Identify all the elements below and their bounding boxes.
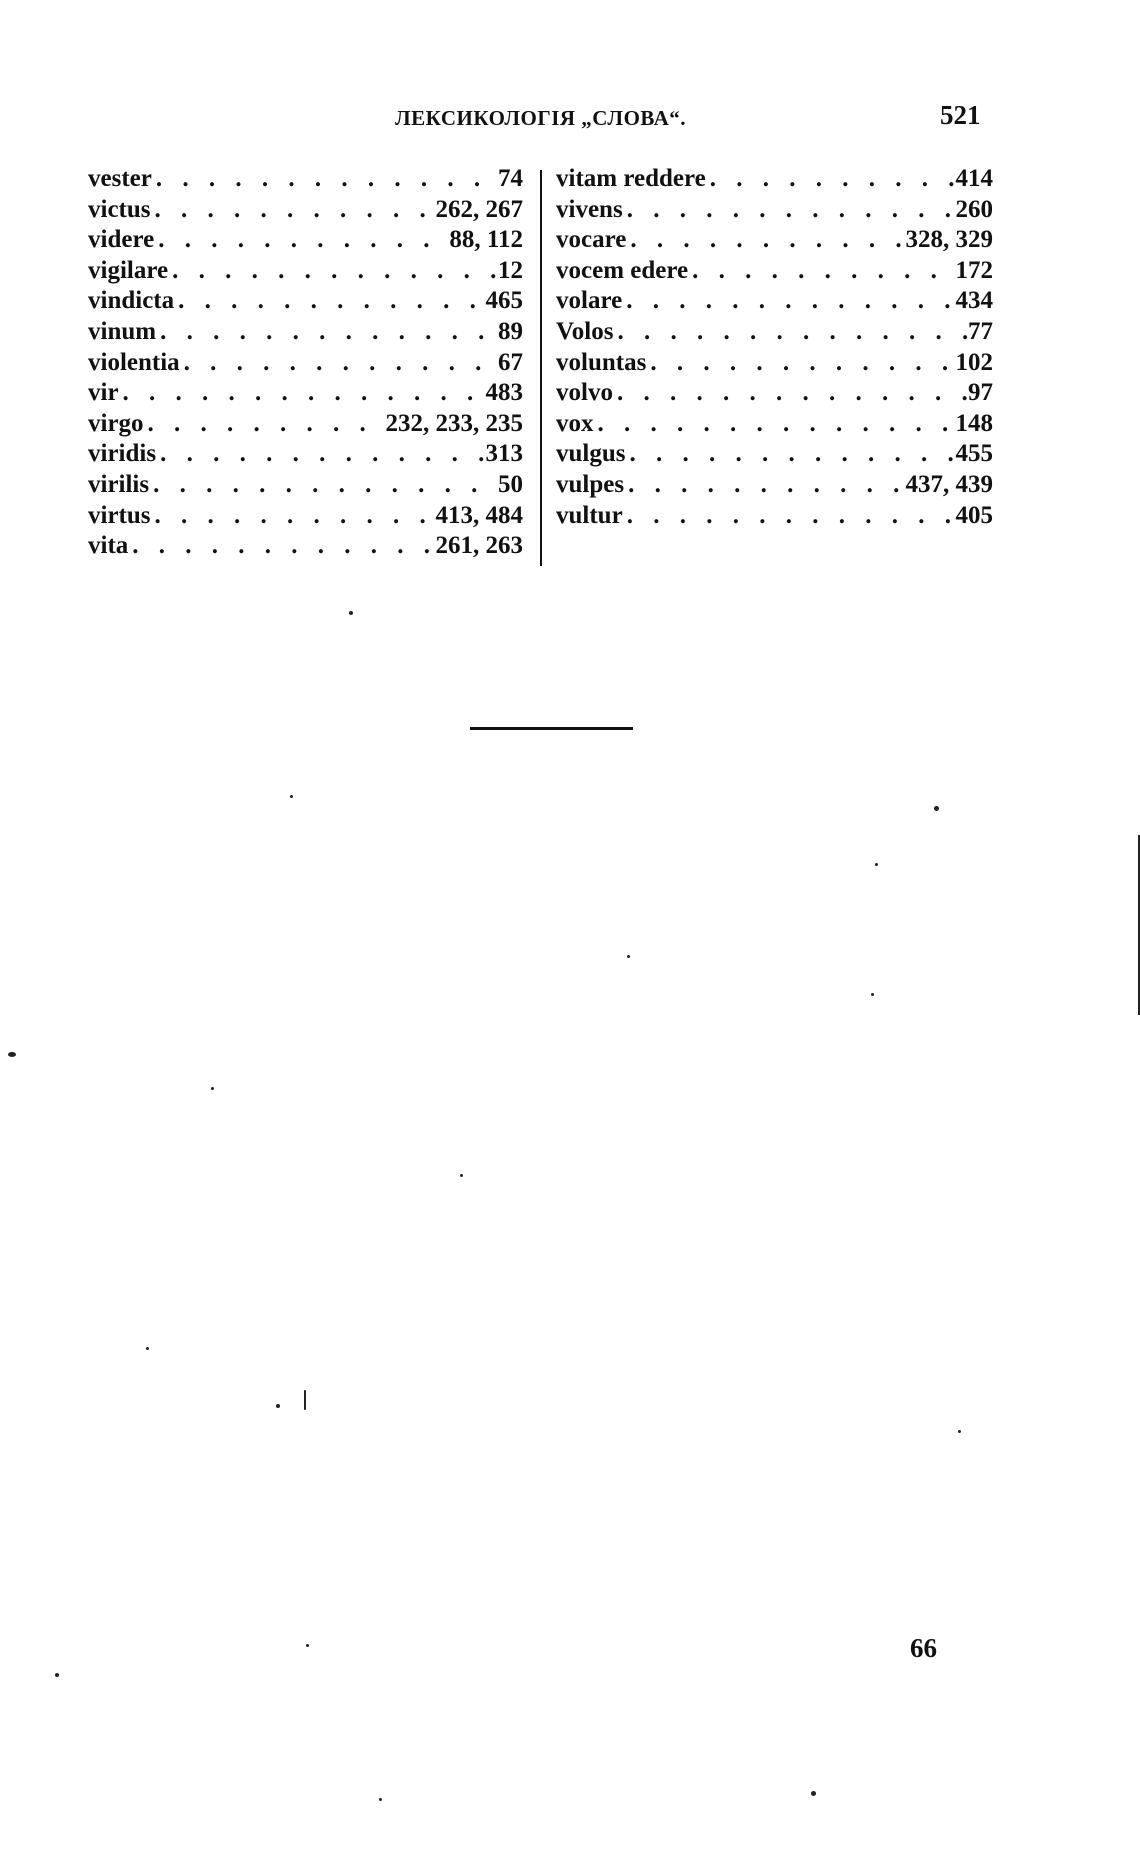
- index-entry: [556, 501, 993, 532]
- dot-leader: [156, 317, 498, 348]
- index-entry: [88, 164, 523, 195]
- index-entry: [88, 439, 523, 470]
- index-entry: [88, 286, 523, 317]
- index-pages: 483: [485, 379, 523, 407]
- scan-speck: [958, 1430, 961, 1433]
- index-pages: 77: [968, 317, 993, 345]
- index-entry: [556, 256, 993, 287]
- index-term: vinum: [88, 317, 157, 345]
- signature-mark: 66: [910, 1633, 937, 1663]
- index-term: vitam reddere: [556, 165, 706, 192]
- scan-speck: [146, 1347, 149, 1350]
- index-pages: 89: [498, 317, 523, 345]
- index-term: vivens: [556, 195, 623, 223]
- index-pages: 172: [955, 256, 993, 284]
- index-pages: 74: [498, 165, 523, 192]
- index-pages: 50: [498, 470, 523, 498]
- index-entry: [88, 501, 523, 532]
- index-term: videre: [88, 226, 155, 254]
- index-term: vulgus: [556, 440, 626, 468]
- dot-leader: [154, 225, 449, 256]
- scan-speck: [875, 863, 878, 866]
- page-header: [0, 92, 1140, 142]
- scan-speck: [871, 993, 874, 996]
- scan-speck: [349, 611, 353, 615]
- index-term: virgo: [88, 409, 144, 437]
- index-term: vox: [556, 409, 594, 437]
- index-entry: [556, 378, 993, 409]
- dot-leader: [622, 286, 955, 317]
- dot-leader: [613, 317, 968, 348]
- index-entry: [88, 225, 523, 256]
- dot-leader: [594, 409, 956, 440]
- scan-speck: [55, 1673, 59, 1677]
- index-entry: [88, 256, 523, 287]
- index-term: vultur: [556, 501, 623, 529]
- index-entry: [556, 225, 993, 256]
- index-term: vocare: [556, 226, 627, 254]
- index-pages: 405: [955, 501, 993, 529]
- dot-leader: [149, 470, 498, 501]
- dot-leader: [706, 164, 956, 195]
- index-pages: 88, 112: [449, 226, 523, 254]
- index-entry: [88, 531, 523, 562]
- dot-leader: [174, 286, 485, 317]
- index-entry: [556, 470, 993, 501]
- index-term: viridis: [88, 440, 157, 468]
- index-term: victus: [88, 195, 151, 223]
- dot-leader: [624, 470, 905, 501]
- index-pages: 414: [955, 165, 993, 192]
- index-pages: 102: [955, 348, 993, 376]
- dot-leader: [613, 378, 968, 409]
- index-pages: 67: [498, 348, 523, 376]
- index-pages: 97: [968, 379, 993, 407]
- index-entry: [556, 164, 993, 195]
- index-term: vulpes: [556, 470, 625, 498]
- index-pages: 262, 267: [435, 195, 523, 223]
- index-pages: 413, 484: [435, 501, 523, 529]
- index-pages: 261, 263: [435, 532, 523, 560]
- index-entry: [88, 470, 523, 501]
- running-title: ЛЕКСИКОЛОГІЯ „СЛОВА“.: [395, 106, 687, 130]
- dot-leader: [623, 501, 956, 532]
- scan-speck: [379, 1798, 382, 1801]
- dot-leader: [180, 348, 498, 379]
- index-pages: 148: [955, 409, 993, 437]
- index-term: vocem edere: [556, 256, 689, 284]
- index-pages: 232, 233, 235: [385, 409, 523, 437]
- dot-leader: [688, 256, 955, 287]
- index-entry: [556, 439, 993, 470]
- scan-speck: [290, 795, 293, 798]
- dot-leader: [144, 409, 386, 440]
- index-term: virtus: [88, 501, 151, 529]
- index-pages: 434: [955, 287, 993, 315]
- index-column-left: [88, 164, 523, 562]
- dot-leader: [152, 164, 498, 195]
- dot-leader: [646, 348, 955, 379]
- dot-leader: [128, 531, 435, 562]
- index-column-right: [556, 164, 993, 531]
- dot-leader: [151, 195, 436, 226]
- index-entry: [88, 409, 523, 440]
- index-term: vindicta: [88, 287, 175, 315]
- index-pages: 437, 439: [905, 470, 993, 498]
- scan-speck: [306, 1644, 309, 1647]
- scan-speck: [460, 1174, 463, 1177]
- index-term: violentia: [88, 348, 180, 376]
- column-divider: [540, 170, 542, 566]
- index-term: vigilare: [88, 256, 169, 284]
- index-entry: [88, 378, 523, 409]
- index-term: voluntas: [556, 348, 647, 376]
- index-term: Volos: [556, 317, 614, 345]
- index-pages: 455: [955, 440, 993, 468]
- index-entry: [556, 286, 993, 317]
- dot-leader: [623, 195, 956, 226]
- index-term: volare: [556, 287, 623, 315]
- scan-speck: [811, 1791, 816, 1796]
- index-pages: 465: [485, 287, 523, 315]
- index-pages: 328, 329: [905, 226, 993, 254]
- dot-leader: [625, 439, 955, 470]
- scan-speck: [276, 1404, 280, 1408]
- index-term: volvo: [556, 379, 613, 407]
- index-entry: [556, 317, 993, 348]
- index-pages: 260: [955, 195, 993, 223]
- index-pages: 12: [498, 256, 523, 284]
- index-entry: [88, 348, 523, 379]
- scan-speck: [304, 1390, 306, 1410]
- page-number: 521: [940, 100, 981, 130]
- scan-speck: [934, 806, 939, 811]
- scan-speck: [627, 955, 630, 958]
- index-entry: [556, 348, 993, 379]
- index-term: virilis: [88, 470, 150, 498]
- index-pages: 313: [485, 440, 523, 468]
- dot-leader: [119, 378, 486, 409]
- index-entry: [88, 195, 523, 226]
- index-term: vester: [88, 165, 152, 192]
- dot-leader: [151, 501, 436, 532]
- index-term: vita: [88, 532, 129, 560]
- dot-leader: [626, 225, 905, 256]
- scan-speck: [8, 1052, 16, 1057]
- end-rule: [470, 727, 633, 730]
- index-entry: [556, 409, 993, 440]
- index-entry: [88, 317, 523, 348]
- index-term: vir: [88, 379, 119, 407]
- index-entry: [556, 195, 993, 226]
- scan-speck: [211, 1087, 214, 1090]
- dot-leader: [156, 439, 485, 470]
- dot-leader: [168, 256, 498, 287]
